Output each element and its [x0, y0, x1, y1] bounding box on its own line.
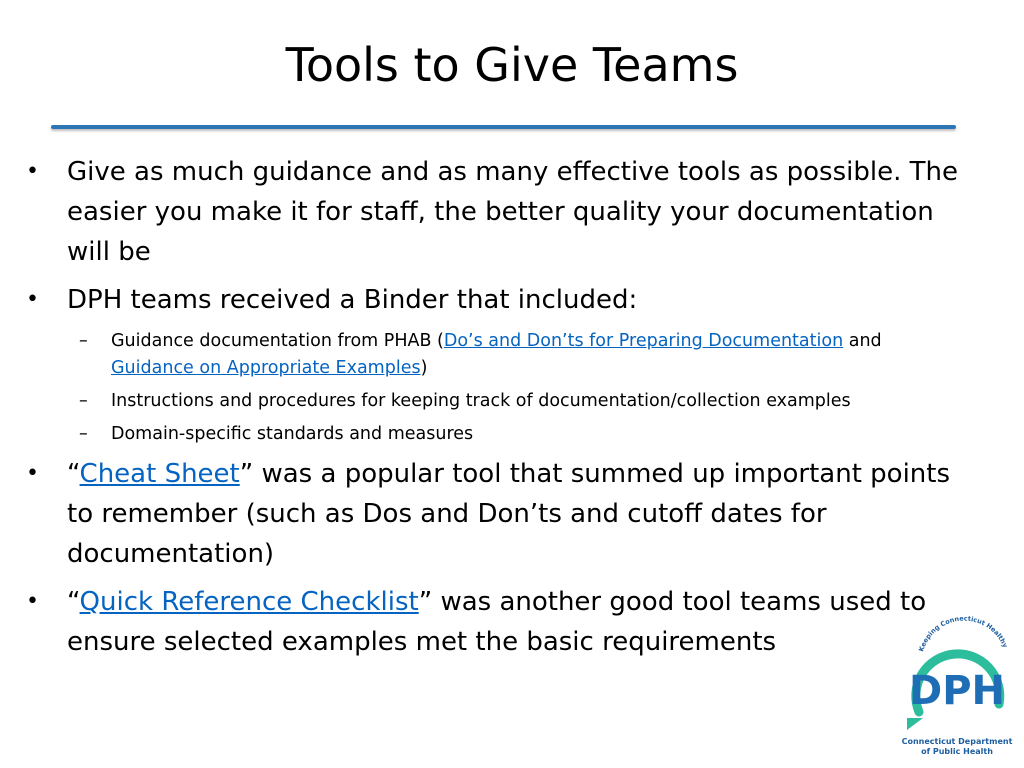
bullet-icon: •	[26, 589, 39, 614]
title-underline	[51, 125, 956, 129]
quote-mark: “	[67, 587, 80, 617]
link-guidance-examples[interactable]: Guidance on Appropriate Examples	[111, 358, 421, 378]
link-quick-reference-checklist[interactable]: Quick Reference Checklist	[79, 587, 419, 617]
bullet-item	[26, 152, 971, 272]
bullet-text: ” was another good tool teams used to ensure selected examples met the basic requirements	[67, 587, 927, 657]
bullet-text: ” was a popular tool that summed up important points to remember (such as Dos and Don’ts and cutoff dates for documentation)	[67, 459, 951, 569]
logo-letters: DPH	[909, 668, 1005, 714]
bullet-icon: •	[26, 461, 39, 486]
logo-caption-line2: of Public Health	[921, 747, 993, 756]
sub-bullet-list	[26, 328, 971, 448]
logo-caption-line1: Connecticut Department	[901, 737, 1013, 746]
logo-speech-tail	[907, 718, 923, 730]
bullet-item	[26, 454, 971, 574]
link-dos-and-donts[interactable]: Do’s and Don’ts for Preparing Documentation	[443, 331, 844, 351]
sub-bullet-item	[79, 328, 971, 382]
sub-bullet-item	[79, 421, 971, 448]
sub-bullet-text: )	[420, 358, 428, 378]
bullet-item	[26, 280, 971, 320]
dph-logo	[893, 612, 1017, 762]
sub-bullet-item	[79, 388, 971, 415]
slide-content	[26, 152, 971, 670]
bullet-text: Give as much guidance and as many effective tools as possible. The easier you make it for staff, the better quality your documentation will be	[67, 157, 958, 267]
sub-bullet-text: Guidance documentation from PHAB (	[111, 331, 444, 351]
slide-title: Tools to Give Teams	[285, 38, 739, 92]
bullet-item	[26, 582, 971, 662]
sub-bullet-text: Domain-specific standards and measures	[111, 424, 474, 444]
quote-mark: “	[67, 459, 80, 489]
dash-icon: –	[79, 391, 88, 411]
dash-icon: –	[79, 331, 88, 351]
sub-bullet-text: and	[843, 331, 882, 351]
link-cheat-sheet[interactable]: Cheat Sheet	[79, 459, 240, 489]
bullet-text: DPH teams received a Binder that included:	[67, 285, 638, 315]
bullet-icon: •	[26, 159, 39, 184]
bullet-icon: •	[26, 287, 39, 312]
logo-arc-text: Keeping Connecticut Healthy	[917, 614, 1010, 653]
sub-bullet-text: Instructions and procedures for keeping track of documentation/collection examples	[111, 391, 851, 411]
dash-icon: –	[79, 424, 88, 444]
